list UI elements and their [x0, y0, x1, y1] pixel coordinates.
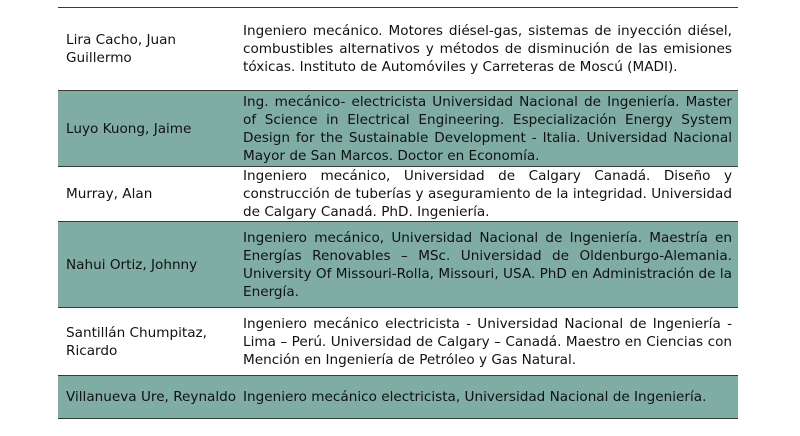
table-row — [58, 376, 738, 419]
person-name — [58, 222, 241, 307]
table-row — [58, 8, 738, 91]
person-description — [241, 376, 738, 418]
table-row — [58, 222, 738, 308]
person-name-text: Nahui Ortiz, Johnny — [66, 256, 198, 273]
person-name — [58, 167, 241, 221]
person-name — [58, 308, 241, 375]
person-description-text: Ingeniero mecánico electricista, Universidad Nacional de Ingeniería. — [243, 389, 707, 405]
person-name — [58, 376, 241, 418]
person-description — [241, 167, 738, 221]
person-description-text: Ingeniero mecánico electricista - Universidad Nacional de Ingeniería - Lima – Perú. Universidad de Calgary – Canadá. Maestro en Ciencias con Mención en Ingeniería de Petróleo y Gas Natural. — [243, 315, 732, 368]
table-row — [58, 167, 738, 222]
faculty-table — [58, 7, 738, 419]
person-description — [241, 91, 738, 166]
person-description-text: Ingeniero mecánico, Universidad de Calgary Canadá. Diseño y construcción de tuberías y aseguramiento de la integridad. Universidad de Calgary Canadá. PhD. Ingeniería. — [243, 168, 732, 220]
person-name-text: Luyo Kuong, Jaime — [66, 120, 192, 137]
person-description-text: Ing. mecánico- electricista Universidad Nacional de Ingeniería. Master of Science in Electrical Engineering. Especialización Energy System Design for the Sustainable Development - Italia. Universidad Nacional Mayor de San Marcos. Doctor en Economía. — [243, 93, 732, 164]
person-description — [241, 308, 738, 375]
person-name-text: Murray, Alan — [66, 186, 153, 202]
person-description-text: Ingeniero mecánico, Universidad Nacional de Ingeniería. Maestría en Energías Renovables – MSc. Universidad de Oldenburgo-Alemania. University Of Missouri-Rolla, Missouri, USA. PhD en Administración de la Energía. — [243, 229, 732, 300]
person-name — [58, 8, 241, 90]
table-row — [58, 91, 738, 167]
table-row — [58, 308, 738, 376]
person-description — [241, 8, 738, 90]
person-name-text: Santillán Chumpitaz, Ricardo — [66, 324, 207, 359]
person-name — [58, 91, 241, 166]
person-name-text: Lira Cacho, Juan Guillermo — [66, 32, 177, 66]
person-description-text: Ingeniero mecánico. Motores diésel-gas, sistemas de inyección diésel, combustibles alternativos y métodos de disminución de las emisiones tóxicas. Instituto de Automóviles y Carreteras de Moscú (MADI). — [243, 23, 732, 75]
person-description — [241, 222, 738, 307]
person-name-text: Villanueva Ure, Reynaldo — [66, 389, 237, 405]
